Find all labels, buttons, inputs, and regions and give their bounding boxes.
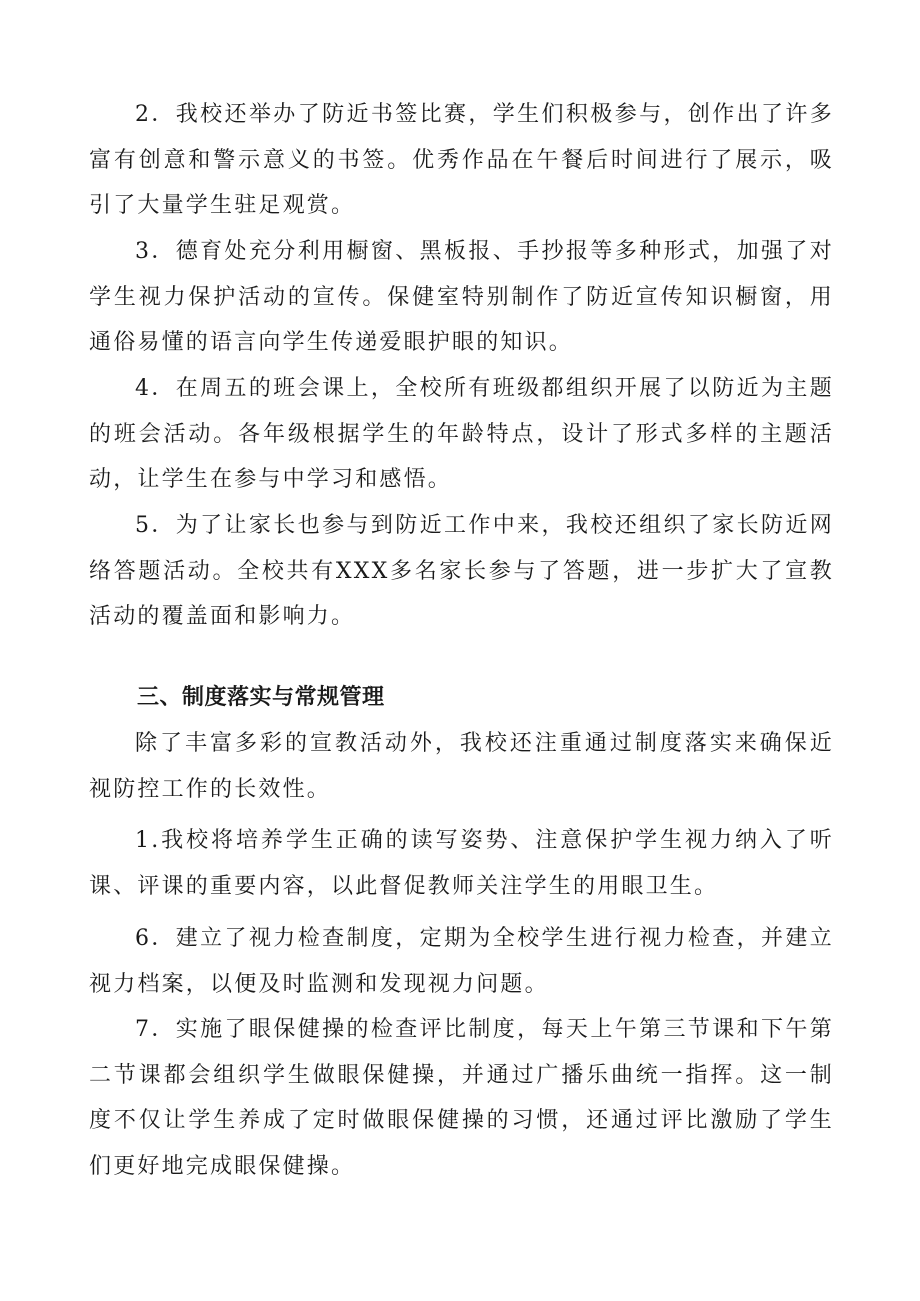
section-paragraph-7: 7．实施了眼保健操的检查评比制度，每天上午第三节课和下午第二节课都会组织学生做眼保健操，并通过广播乐曲统一指挥。这一制度不仅让学生养成了定时做眼保健操的习惯，还通过评比激励了学生们更好地完成眼保健操。	[89, 1017, 834, 1180]
section-intro-paragraph: 除了丰富多彩的宣教活动外，我校还注重通过制度落实来确保近视防控工作的长效性。	[89, 731, 834, 802]
paragraph-5: 5．为了让家长也参与到防近工作中来，我校还组织了家长防近网络答题活动。全校共有XXX多名家长参与了答题，进一步扩大了宣教活动的覆盖面和影响力。	[89, 513, 834, 630]
section-paragraph-1: 1.我校将培养学生正确的读写姿势、注意保护学生视力纳入了听课、评课的重要内容，以此督促教师关注学生的用眼卫生。	[89, 828, 834, 899]
paragraph-2: 2．我校还举办了防近书签比赛，学生们积极参与，创作出了许多富有创意和警示意义的书签。优秀作品在午餐后时间进行了展示，吸引了大量学生驻足观赏。	[89, 102, 834, 219]
section-paragraph-6: 6．建立了视力检查制度，定期为全校学生进行视力检查，并建立视力档案，以便及时监测和发现视力问题。	[89, 926, 834, 997]
paragraph-3: 3．德育处充分利用橱窗、黑板报、手抄报等多种形式，加强了对学生视力保护活动的宣传。保健室特别制作了防近宣传知识橱窗，用通俗易懂的语言向学生传递爱眼护眼的知识。	[89, 239, 834, 356]
section-heading: 三、制度落实与常规管理	[137, 685, 385, 710]
paragraph-4: 4．在周五的班会课上，全校所有班级都组织开展了以防近为主题的班会活动。各年级根据学生的年龄特点，设计了形式多样的主题活动，让学生在参与中学习和感悟。	[89, 376, 834, 493]
